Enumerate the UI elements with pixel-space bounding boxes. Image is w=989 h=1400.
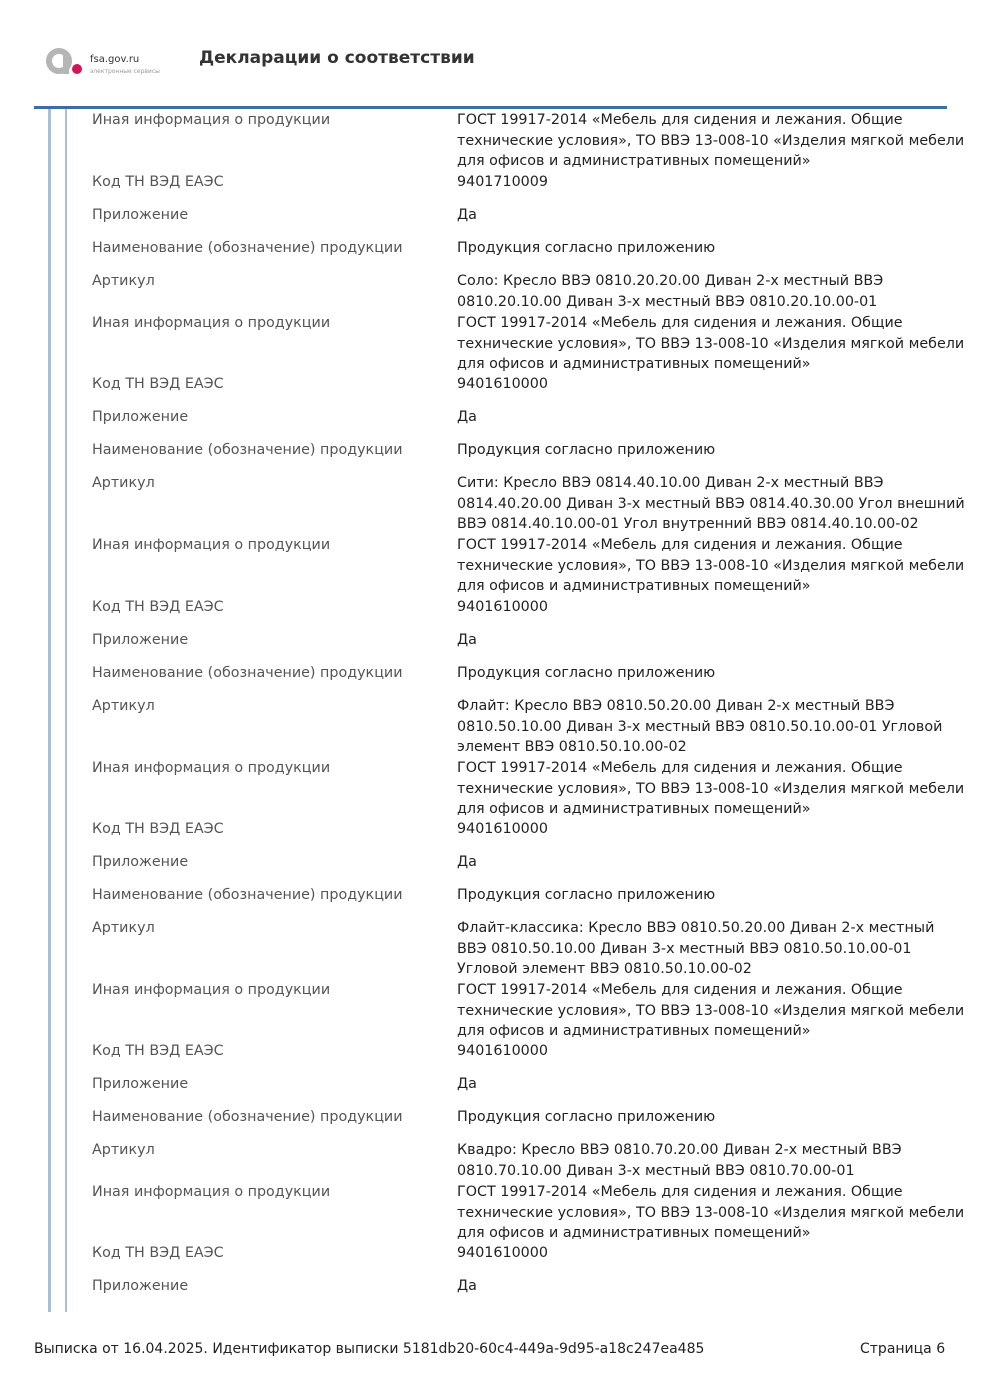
info-label: Наименование (обозначение) продукции <box>92 665 403 681</box>
info-value: Продукция согласно приложению <box>457 442 716 458</box>
info-value: Флайт-классика: Кресло ВВЭ 0810.50.20.00 Диван 2-х местный ВВЭ 0810.50.10.00 Диван 3-х местный ВВЭ 0810.50.10.00-01 Угловой элемент ВВЭ 0810.50.10.00-02 <box>457 920 935 977</box>
info-row <box>92 852 967 885</box>
info-value: Соло: Кресло ВВЭ 0810.20.20.00 Диван 2-х местный ВВЭ 0810.20.10.00 Диван 3-х местный ВВЭ 0810.20.10.00-01 <box>457 273 884 310</box>
info-label: Артикул <box>92 1142 155 1158</box>
logo-subtitle: электронные сервисы <box>90 68 160 75</box>
info-label: Приложение <box>92 632 189 648</box>
info-label: Артикул <box>92 920 155 936</box>
page-title: Декларации о соответствии <box>199 48 475 68</box>
info-row <box>92 473 967 535</box>
info-row <box>92 271 967 313</box>
page-header <box>0 0 989 110</box>
info-row <box>92 535 967 597</box>
header-divider <box>34 106 947 109</box>
info-row <box>92 172 967 205</box>
product-info-list <box>92 110 967 1309</box>
info-label: Иная информация о продукции <box>92 760 331 776</box>
info-label: Артикул <box>92 273 155 289</box>
info-label: Приложение <box>92 1076 189 1092</box>
info-row <box>92 313 967 374</box>
fsa-logo-icon <box>44 44 88 84</box>
info-value: Продукция согласно приложению <box>457 1109 716 1125</box>
info-label: Артикул <box>92 698 155 714</box>
info-value: Сити: Кресло ВВЭ 0814.40.10.00 Диван 2-х местный ВВЭ 0814.40.20.00 Диван 3-х местный ВВЭ 0814.40.30.00 Угол внешний ВВЭ 0814.40.10.00-01 Угол внутренний ВВЭ 0814.40.10.00-02 <box>457 475 965 532</box>
info-value: ГОСТ 19917-2014 «Мебель для сидения и лежания. Общие технические условия», ТО ВВЭ 13-008-10 «Изделия мягкой мебели для офисов и административных помещений» <box>457 982 965 1039</box>
info-row <box>92 1074 967 1107</box>
info-row <box>92 980 967 1041</box>
info-label: Код ТН ВЭД ЕАЭС <box>92 376 224 392</box>
info-row <box>92 630 967 663</box>
info-label: Иная информация о продукции <box>92 315 331 331</box>
info-row <box>92 1276 967 1309</box>
info-row <box>92 1243 967 1276</box>
info-row <box>92 758 967 819</box>
info-value: 9401610000 <box>457 599 548 615</box>
info-row <box>92 110 967 172</box>
footer-page-number: Страница 6 <box>860 1341 946 1357</box>
info-value: Да <box>457 1278 477 1294</box>
info-row <box>92 1140 967 1182</box>
info-value: Да <box>457 854 477 870</box>
info-label: Приложение <box>92 207 189 223</box>
info-label: Код ТН ВЭД ЕАЭС <box>92 599 224 615</box>
info-label: Наименование (обозначение) продукции <box>92 1109 403 1125</box>
info-value: ГОСТ 19917-2014 «Мебель для сидения и лежания. Общие технические условия», ТО ВВЭ 13-008-10 «Изделия мягкой мебели для офисов и административных помещений» <box>457 112 965 169</box>
info-value: 9401610000 <box>457 821 548 837</box>
info-label: Приложение <box>92 854 189 870</box>
info-label: Наименование (обозначение) продукции <box>92 240 403 256</box>
info-value: ГОСТ 19917-2014 «Мебель для сидения и лежания. Общие технические условия», ТО ВВЭ 13-008-10 «Изделия мягкой мебели для офисов и административных помещений» <box>457 760 965 817</box>
info-value: Да <box>457 632 477 648</box>
info-row <box>92 885 967 918</box>
info-value: 9401610000 <box>457 1245 548 1261</box>
info-label: Артикул <box>92 475 155 491</box>
info-value: Да <box>457 1076 477 1092</box>
info-label: Наименование (обозначение) продукции <box>92 887 403 903</box>
info-label: Приложение <box>92 409 189 425</box>
info-row <box>92 819 967 852</box>
logo-site-text: fsa.gov.ru <box>90 54 140 65</box>
info-value: Продукция согласно приложению <box>457 665 716 681</box>
info-label: Код ТН ВЭД ЕАЭС <box>92 1245 224 1261</box>
fsa-logo[interactable] <box>44 44 164 88</box>
info-value: Продукция согласно приложению <box>457 240 716 256</box>
left-border-line-inner <box>65 109 67 1312</box>
info-value: Флайт: Кресло ВВЭ 0810.50.20.00 Диван 2-х местный ВВЭ 0810.50.10.00 Диван 3-х местный ВВЭ 0810.50.10.00-01 Угловой элемент ВВЭ 0810.50.10.00-02 <box>457 698 943 755</box>
info-row <box>92 597 967 630</box>
footer-extract-info: Выписка от 16.04.2025. Идентификатор выписки 5181db20-60c4-449a-9d95-a18c247ea485 <box>34 1341 705 1357</box>
info-row <box>92 663 967 696</box>
info-row <box>92 918 967 980</box>
info-row <box>92 374 967 407</box>
info-value: Квадро: Кресло ВВЭ 0810.70.20.00 Диван 2-х местный ВВЭ 0810.70.10.00 Диван 3-х местный ВВЭ 0810.70.00-01 <box>457 1142 902 1179</box>
info-label: Иная информация о продукции <box>92 112 331 128</box>
info-label: Код ТН ВЭД ЕАЭС <box>92 1043 224 1059</box>
info-row <box>92 1182 967 1243</box>
info-row <box>92 238 967 271</box>
info-value: ГОСТ 19917-2014 «Мебель для сидения и лежания. Общие технические условия», ТО ВВЭ 13-008-10 «Изделия мягкой мебели для офисов и административных помещений» <box>457 537 965 594</box>
left-border-line <box>48 109 51 1312</box>
info-label: Наименование (обозначение) продукции <box>92 442 403 458</box>
info-value: Да <box>457 207 477 223</box>
info-value: Продукция согласно приложению <box>457 887 716 903</box>
info-label: Код ТН ВЭД ЕАЭС <box>92 174 224 190</box>
info-row <box>92 440 967 473</box>
info-value: ГОСТ 19917-2014 «Мебель для сидения и лежания. Общие технические условия», ТО ВВЭ 13-008-10 «Изделия мягкой мебели для офисов и административных помещений» <box>457 315 965 372</box>
info-row <box>92 696 967 758</box>
info-value: ГОСТ 19917-2014 «Мебель для сидения и лежания. Общие технические условия», ТО ВВЭ 13-008-10 «Изделия мягкой мебели для офисов и административных помещений» <box>457 1184 965 1241</box>
info-value: 9401610000 <box>457 376 548 392</box>
info-value: Да <box>457 409 477 425</box>
info-value: 9401710009 <box>457 174 548 190</box>
info-label: Иная информация о продукции <box>92 537 331 553</box>
info-row <box>92 1041 967 1074</box>
info-label: Код ТН ВЭД ЕАЭС <box>92 821 224 837</box>
info-row <box>92 1107 967 1140</box>
info-label: Иная информация о продукции <box>92 1184 331 1200</box>
info-row <box>92 205 967 238</box>
info-label: Иная информация о продукции <box>92 982 331 998</box>
info-row <box>92 407 967 440</box>
info-value: 9401610000 <box>457 1043 548 1059</box>
info-label: Приложение <box>92 1278 189 1294</box>
